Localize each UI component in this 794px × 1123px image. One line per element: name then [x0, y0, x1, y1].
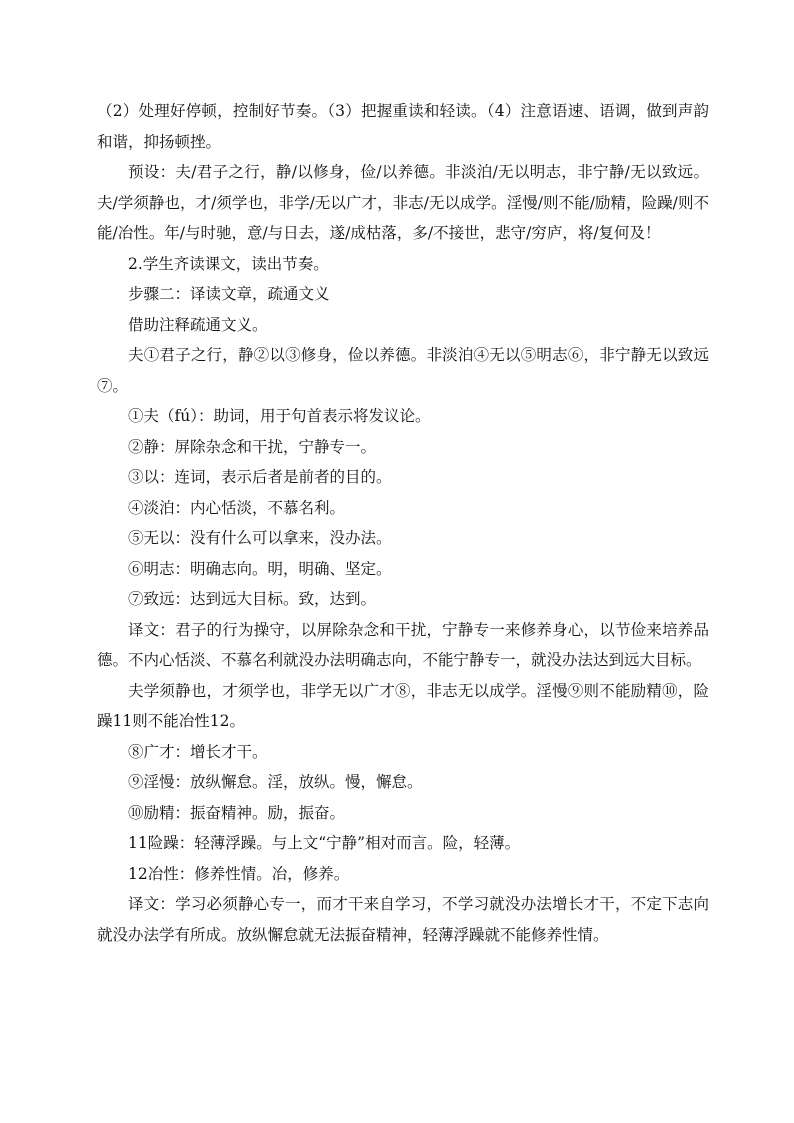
note-1: ①夫（fú）：助词，用于句首表示将发议论。	[128, 407, 431, 425]
note-11: 11险躁：轻薄浮躁。与上文“宁静”相对而言。险，轻薄。	[128, 834, 521, 852]
note-2: ②静：屏除杂念和干扰，宁静专一。	[128, 437, 377, 456]
translation-one: 译文：君子的行为操守，以屏除杂念和干扰，宁静专一来修养身心，以节俭来培养品德。不内心恬淡、不慕名利就没办法明确志向，不能宁静专一，就没办法达到远大目标。	[97, 620, 709, 669]
document-body	[97, 96, 709, 950]
paragraph-text-two: 夫学须静也，才须学也，非学无以广才⑧，非志无以成学。淫慢⑨则不能励精⑩，险躁11则不能冶性12。	[97, 681, 709, 730]
paragraph-preset: 预设：夫/君子之行，静/以修身，俭/以养德。非淡泊/无以明志，非宁静/无以致远。夫/学须静也，才/须学也，非学/无以广才，非志/无以成学。淫慢/则不能/励精，险躁/则不能/冶性。年/与时驰，意/与日去，遂/成枯落，多/不接世，悲守/穷庐，将/复何及！	[97, 163, 709, 242]
note-12: 12冶性：修养性情。冶，修养。	[128, 864, 350, 883]
paragraph-instruction: （2）处理好停顿，控制好节奏。（3）把握重读和轻读。（4）注意语速、语调，做到声韵和谐，抑扬顿挫。	[97, 102, 709, 151]
note-6: ⑥明志：明确志向。明，明确、坚定。	[128, 559, 392, 578]
note-10: ⑩励精：振奋精神。励，振奋。	[128, 803, 346, 822]
note-4: ④淡泊：内心恬淡，不慕名利。	[128, 498, 346, 517]
paragraph-notes-intro: 借助注释疏通文义。	[128, 315, 268, 334]
note-8: ⑧广才：增长才干。	[128, 742, 268, 761]
paragraph-step-read: 2.学生齐读课文，读出节奏。	[128, 254, 329, 273]
paragraph-step-two: 步骤二：译读文章，疏通文义	[128, 285, 330, 303]
note-7: ⑦致远：达到远大目标。致，达到。	[128, 590, 377, 608]
paragraph-text-one: 夫①君子之行，静②以③修身，俭以养德。非淡泊④无以⑤明志⑥，非宁静无以致远⑦。	[97, 346, 709, 395]
translation-two: 译文：学习必须静心专一，而才干来自学习，不学习就没办法增长才干，不定下志向就没办法学有所成。放纵懈怠就无法振奋精神，轻薄浮躁就不能修养性情。	[97, 895, 709, 944]
note-3: ③以：连词，表示后者是前者的目的。	[128, 468, 392, 486]
note-9: ⑨淫慢：放纵懈怠。淫，放纵。慢，懈怠。	[128, 773, 423, 791]
note-5: ⑤无以：没有什么可以拿来，没办法。	[128, 529, 392, 547]
